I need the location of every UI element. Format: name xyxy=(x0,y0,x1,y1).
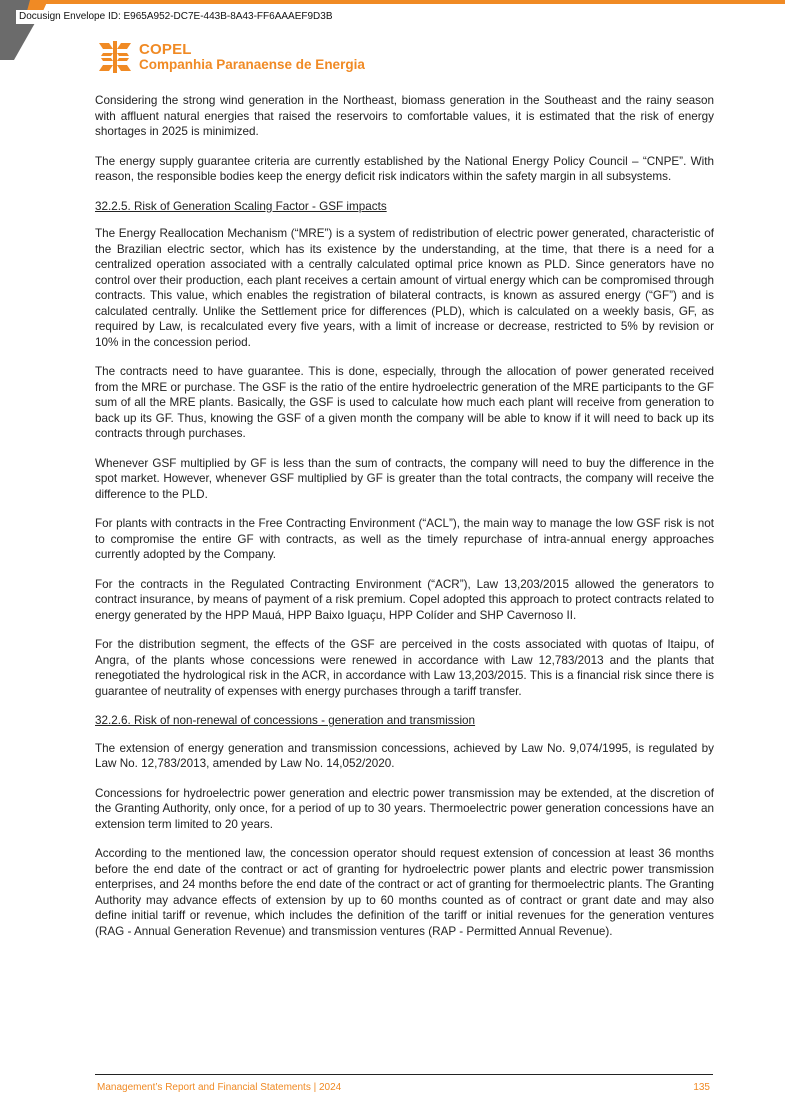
paragraph: The extension of energy generation and transmission concessions, achieved by Law No. 9,074/1995, is regulated by Law No. 12,783/2013, amended by Law No. 14,052/2020. xyxy=(95,741,714,770)
paragraph: The energy supply guarantee criteria are currently established by the National Energy Policy Council – “CNPE”. With reason, the responsible bodies keep the energy deficit risk indicators within the safety margin in all subsystems. xyxy=(95,154,714,183)
paragraph: For the distribution segment, the effects of the GSF are perceived in the costs associated with quotas of Itaipu, of Angra, of the plants whose concessions were renewed in accordance with Law 12,783/2013 and the plants that renegotiated the hydrological risk in the ACR, in accordance with Law 13,203/2015. This is a financial risk since there is guarantee of neutrality of expenses with energy purchases through a tariff transfer. xyxy=(95,638,714,698)
document-body xyxy=(95,93,714,953)
section-heading-gsf: 32.2.5. Risk of Generation Scaling Factor - GSF impacts xyxy=(95,199,387,213)
footer-report-title: Management’s Report and Financial Statements | 2024 xyxy=(97,1082,342,1093)
paragraph: The Energy Reallocation Mechanism (“MRE”) is a system of redistribution of electric power generated, characteristic of the Brazilian electric sector, which has its existence by the understanding, at the time, that there is a need for a centralized operation associated with a centrally calculated optimal price known as PLD. Since generators have no control over their production, each plant receives a certain amount of virtual energy which can be compromised through contracts. This value, which enables the registration of bilateral contracts, is known as assured energy (“GF”) and is calculated centrally. Unlike the Settlement price for differences (PLD), which is calculated on a weekly basis, GF, as required by Law, is recalculated every five years, with a limit of increase or decrease, restricted to 5% by revision or 10% in the concession period. xyxy=(95,227,714,349)
footer-divider xyxy=(95,1074,713,1075)
paragraph: According to the mentioned law, the concession operator should request extension of concession at least 36 months before the end date of the contract or act of granting for hydroelectric power plants and electric power transmission enterprises, and 24 months before the end date of the contract or act of granting for thermoelectric plants. The Granting Authority may advance effects of extension by up to 60 months counted as of contract or grant date and may also define initial tariff or revenue, which includes the definition of the tariff or initial revenues for the generation ventures (RAG - Annual Generation Revenue) and transmission ventures (RAP - Permitted Annual Revenue). xyxy=(95,847,714,938)
section-heading-concessions: 32.2.6. Risk of non-renewal of concessions - generation and transmission xyxy=(95,714,476,727)
logo-company-full: Companhia Paranaense de Energia xyxy=(139,57,365,72)
paragraph: The contracts need to have guarantee. This is done, especially, through the allocation of power generated received from the MRE or purchase. The GSF is the ratio of the entire hydroelectric generation of the MRE participants to the GF sum of all the MRE plants. Basically, the GSF is used to calculate how much each plant will receive from generation to back up its GF. Thus, knowing the GSF of a given month the company will be able to know if it will need to back up its contracts through purchases. xyxy=(95,365,714,440)
paragraph: Considering the strong wind generation in the Northeast, biomass generation in the Southeast and the rainy season with affluent natural energies that raised the reservoirs to comfortable values, it is estimated that the risk of energy shortages in 2025 is minimized. xyxy=(95,94,714,138)
logo-company-short: COPEL xyxy=(139,41,192,58)
paragraph: Whenever GSF multiplied by GF is less than the sum of contracts, the company will need to buy the difference in the spot market. However, whenever GSF multiplied by GF is greater than the total contracts, the company will receive the difference to the PLD. xyxy=(95,456,714,501)
paragraph: For plants with contracts in the Free Contracting Environment (“ACL”), the main way to manage the low GSF risk is not to compromise the entire GF with contracts, as well as the timely repurchase of intra-annual energy approaches currently adopted by the Company. xyxy=(95,517,714,561)
paragraph: For the contracts in the Regulated Contracting Environment (“ACR”), Law 13,203/2015 allowed the generators to contract insurance, by means of payment of a risk premium. Copel adopted this approach to protect contracts related to energy generated by the HPP Mauá, HPP Baixo Iguaçu, HPP Colíder and SHP Cavernoso II. xyxy=(95,577,714,622)
docusign-envelope-id: Docusign Envelope ID: E965A952-DC7E-443B-8A43-FF6AAAEF9D3B xyxy=(16,10,336,24)
top-accent-bar xyxy=(0,0,785,4)
copel-logo-icon xyxy=(97,39,133,75)
company-logo xyxy=(97,37,365,77)
page-number: 135 xyxy=(693,1082,710,1093)
corner-decoration xyxy=(0,0,48,60)
paragraph: Concessions for hydroelectric power generation and electric power transmission may be extended, at the discretion of the Granting Authority, only once, for a period of up to 30 years. Thermoelectric power generation concessions have an extension term limited to 20 years. xyxy=(95,786,714,831)
